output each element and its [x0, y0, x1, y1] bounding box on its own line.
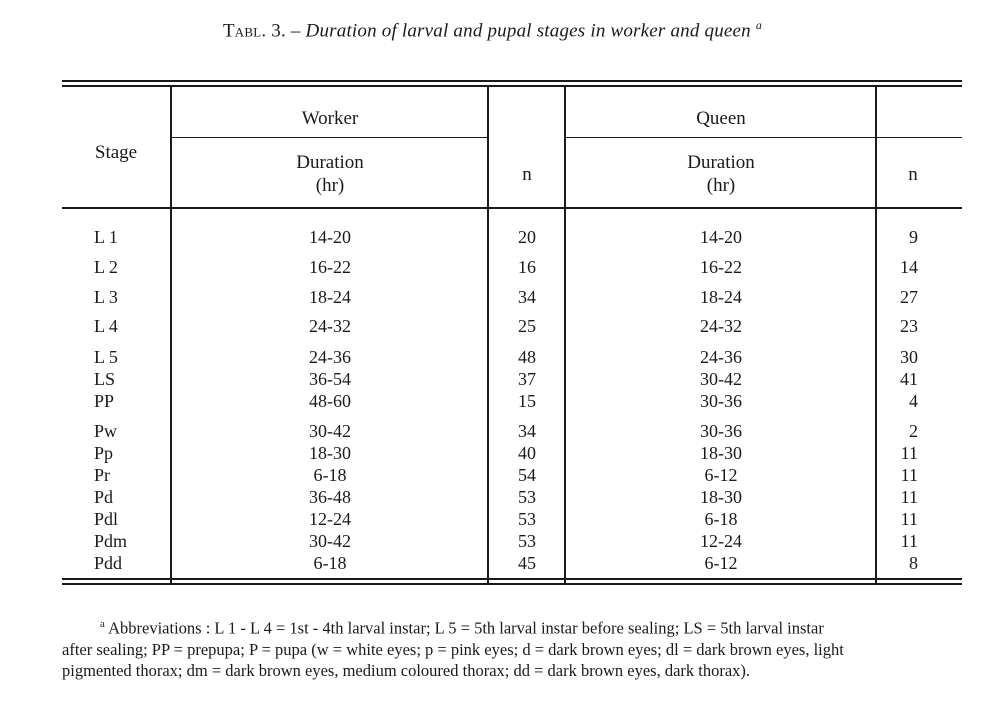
- queen-n-cell: 4: [909, 391, 918, 411]
- queen-n-cell: 14: [900, 257, 918, 277]
- queen-duration-header: [566, 151, 876, 197]
- worker-n-cell: 34: [518, 287, 536, 307]
- stage-cell: Pr: [94, 465, 111, 485]
- stage-header: Stage: [94, 142, 138, 163]
- queen-n-cell: 30: [900, 347, 918, 367]
- queen-duration-cell: 30-36: [700, 391, 742, 411]
- worker-n-cell: 16: [518, 257, 536, 277]
- queen-duration-cell: 18-24: [700, 287, 742, 307]
- footnote-line-1: [62, 614, 962, 639]
- queen-n-cell: 11: [900, 443, 918, 463]
- worker-n-cell: 54: [518, 465, 536, 485]
- caption-footnote-marker: a: [755, 18, 763, 32]
- stage-cell: L 1: [94, 227, 118, 247]
- table-caption: [0, 18, 985, 42]
- worker-n-cell: 53: [518, 531, 536, 551]
- worker-n-cell: 20: [518, 227, 536, 247]
- table-label: Tabl. 3. –: [222, 20, 301, 42]
- worker-n-cell: 53: [518, 487, 536, 507]
- stage-cell: L 4: [94, 316, 118, 336]
- worker-duration-cell: 36-48: [309, 487, 351, 507]
- worker-n-cell: 34: [518, 421, 536, 441]
- worker-duration-cell: 6-18: [313, 553, 347, 573]
- stage-cell: Pw: [94, 421, 118, 441]
- stage-cell: Pd: [94, 487, 114, 507]
- queen-duration-cell: 24-36: [700, 347, 742, 367]
- bottom-rule-2: [62, 583, 962, 585]
- queen-n-cell: 11: [900, 465, 918, 485]
- queen-duration-cell: 30-42: [700, 369, 742, 389]
- worker-header-rule: [172, 137, 488, 138]
- queen-n-cell: 11: [900, 509, 918, 529]
- worker-n-cell: 53: [518, 509, 536, 529]
- table-title: Duration of larval and pupal stages in worker and queen: [305, 20, 751, 42]
- stage-cell: PP: [94, 391, 115, 411]
- top-rule-2: [62, 85, 962, 87]
- stage-cell: Pdm: [94, 531, 128, 551]
- queen-n-cell: 23: [900, 316, 918, 336]
- worker-duration-label: Duration: [296, 152, 364, 173]
- worker-n-cell: 45: [518, 553, 536, 573]
- queen-duration-cell: 24-32: [700, 316, 742, 336]
- queen-duration-cell: 6-12: [704, 553, 738, 573]
- queen-duration-cell: 16-22: [700, 257, 742, 277]
- worker-duration-cell: 48-60: [309, 391, 351, 411]
- worker-n-header: n: [522, 164, 532, 185]
- worker-n-cell: 40: [518, 443, 536, 463]
- worker-n-cell: 15: [518, 391, 536, 411]
- stage-cell: L 3: [94, 287, 118, 307]
- stage-cell: LS: [94, 369, 116, 389]
- footnote-line-2: after sealing; PP = prepupa; P = pupa (w = white eyes; p = pink eyes; d = dark brown eyes; dl = dark brown eyes, light: [62, 639, 844, 659]
- table-footnote: [62, 614, 962, 681]
- stage-cell: Pdd: [94, 553, 123, 573]
- queen-n-header: n: [908, 164, 918, 185]
- worker-duration-cell: 16-22: [309, 257, 351, 277]
- worker-duration-header: [172, 151, 488, 197]
- queen-header-rule: [566, 137, 962, 138]
- queen-duration-cell: 6-12: [704, 465, 738, 485]
- worker-n-cell: 25: [518, 316, 536, 336]
- queen-n-cell: 41: [900, 369, 918, 389]
- worker-duration-cell: 12-24: [309, 509, 351, 529]
- worker-header: Worker: [301, 108, 359, 129]
- queen-duration-cell: 14-20: [700, 227, 742, 247]
- queen-duration-label: Duration: [687, 152, 755, 173]
- worker-duration-cell: 24-32: [309, 316, 351, 336]
- queen-n-cell: 9: [909, 227, 918, 247]
- queen-n-cell: 11: [900, 487, 918, 507]
- footnote-marker: a: [100, 618, 105, 630]
- worker-duration-cell: 24-36: [309, 347, 351, 367]
- worker-duration-cell: 14-20: [309, 227, 351, 247]
- queen-n-cell: 27: [900, 287, 918, 307]
- worker-duration-cell: 30-42: [309, 531, 351, 551]
- footnote-text-1: Abbreviations : L 1 - L 4 = 1st - 4th larval instar; L 5 = 5th larval instar before sealing; LS = 5th larval instar: [108, 618, 824, 638]
- queen-duration-unit: (hr): [706, 175, 736, 196]
- stage-cell: L 2: [94, 257, 118, 277]
- worker-duration-cell: 18-30: [309, 443, 351, 463]
- queen-n-cell: 2: [909, 421, 918, 441]
- queen-n-cell: 8: [909, 553, 918, 573]
- queen-duration-cell: 18-30: [700, 443, 742, 463]
- queen-duration-cell: 18-30: [700, 487, 742, 507]
- queen-duration-cell: 12-24: [700, 531, 742, 551]
- footnote-line-3: pigmented thorax; dm = dark brown eyes, medium coloured thorax; dd = dark brown eyes, dark thorax).: [62, 660, 751, 680]
- worker-n-cell: 48: [518, 347, 536, 367]
- worker-n-cell: 37: [518, 369, 536, 389]
- header-bottom-rule: [62, 207, 962, 209]
- worker-duration-cell: 18-24: [309, 287, 351, 307]
- worker-duration-cell: 30-42: [309, 421, 351, 441]
- stage-cell: Pp: [94, 443, 114, 463]
- stage-cell: Pdl: [94, 509, 119, 529]
- worker-duration-cell: 36-54: [309, 369, 351, 389]
- worker-duration-cell: 6-18: [313, 465, 347, 485]
- bottom-rule-1: [62, 578, 962, 580]
- queen-n-cell: 11: [900, 531, 918, 551]
- queen-header: Queen: [696, 108, 746, 129]
- stage-cell: L 5: [94, 347, 118, 367]
- queen-duration-cell: 6-18: [704, 509, 738, 529]
- worker-duration-unit: (hr): [315, 175, 345, 196]
- top-rule-1: [62, 80, 962, 82]
- queen-duration-cell: 30-36: [700, 421, 742, 441]
